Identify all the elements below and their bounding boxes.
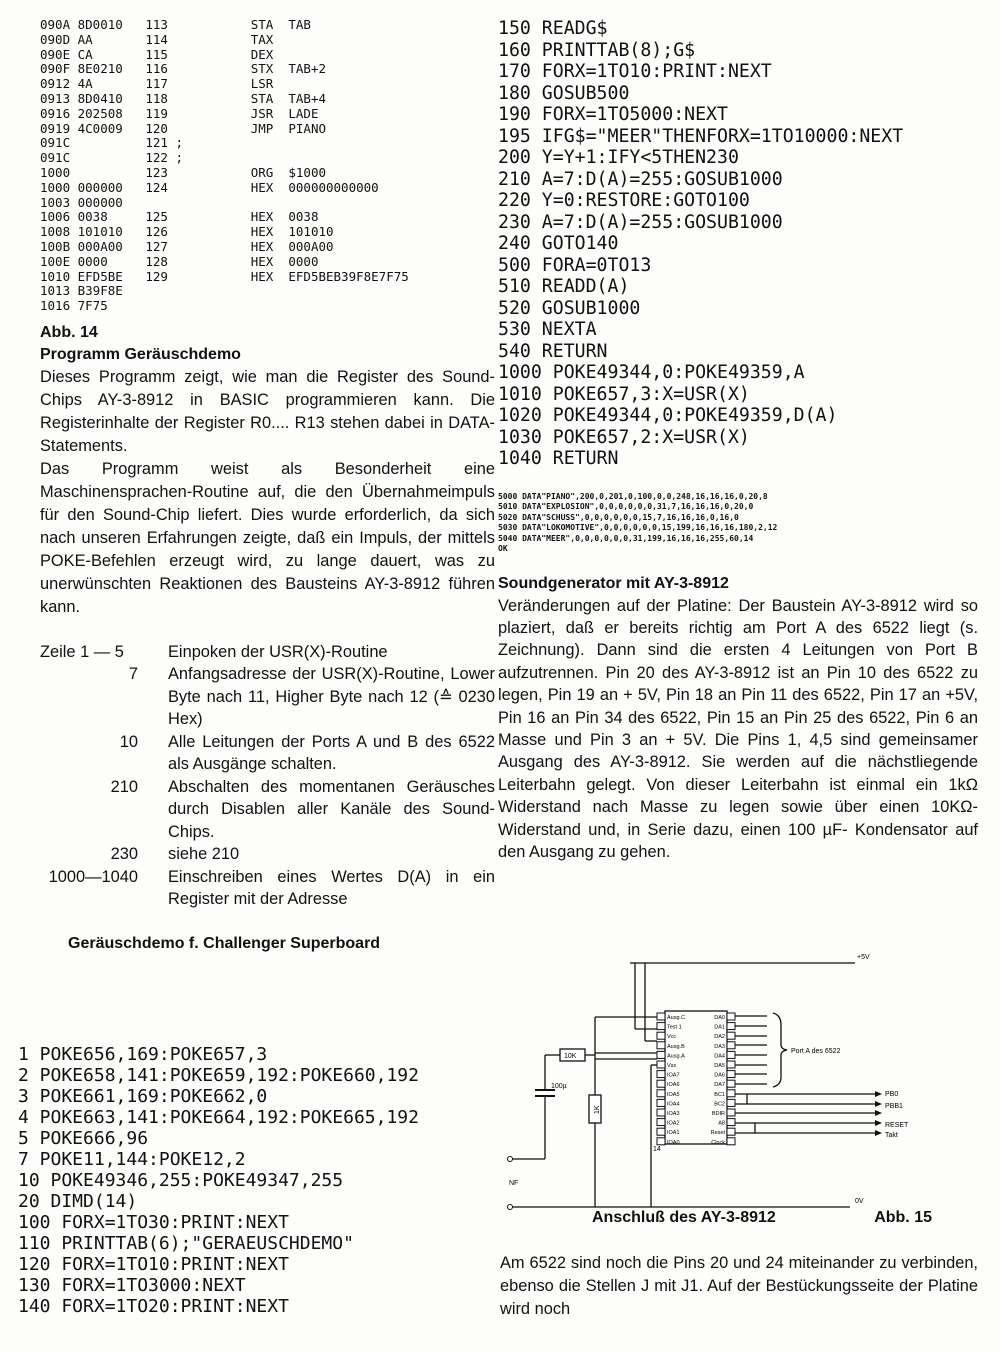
right-column (498, 18, 978, 863)
ic-pin-right (727, 1080, 735, 1087)
ic-pin-left (657, 1023, 665, 1030)
asm-operand: 000000000000 (288, 179, 379, 195)
ic-pin-left (657, 1138, 665, 1145)
ic-pin-label: IOA7 (667, 1072, 680, 1079)
ic-pin-right (727, 1099, 735, 1106)
basic-listing-left (18, 1044, 419, 1317)
asm-mnemonic: HEX (250, 224, 289, 240)
asm-mnemonic: HEX (250, 238, 289, 254)
figure-14-caption: Abb. 14 (40, 323, 98, 341)
ic-pin-label: IOA0 (667, 1139, 680, 1146)
asm-mnemonic: ORG (250, 164, 289, 180)
basic-line: 140 FORX=1TO20:PRINT:NEXT (18, 1296, 289, 1317)
asm-operand: 0000 (288, 253, 319, 269)
basic-line: 195 IFG$="MEER"THENFORX=1TO10000:NEXT (498, 125, 904, 147)
asm-mnemonic: STA (250, 90, 289, 106)
asm-line-number: 124 (145, 179, 251, 195)
ic-pin-left (657, 1109, 665, 1116)
asm-mnemonic (251, 135, 289, 150)
asm-address-code: 100B (40, 238, 71, 254)
asm-mnemonic (251, 283, 289, 298)
ic-pin-right (727, 1090, 735, 1097)
basic-line: 230 A=7:D(A)=255:GOSUB1000 (498, 211, 783, 233)
basic-line: 100 FORX=1TO30:PRINT:NEXT (18, 1212, 289, 1233)
ic-pins-right (711, 1013, 735, 1146)
line-note-key: 10 (119, 732, 138, 751)
asm-machine-code: 000000 (70, 179, 146, 195)
assembly-row (40, 166, 495, 181)
asm-machine-code: 000000 (70, 194, 146, 210)
asm-line-number: 121 ; (145, 135, 251, 151)
asm-operand: PIANO (288, 120, 327, 136)
basic-line: 510 READD(A) (498, 276, 630, 297)
ay-3-8912-schematic (505, 945, 975, 1220)
asm-mnemonic: JSR (250, 105, 289, 121)
asm-mnemonic: STA (250, 17, 289, 32)
basic-line: 170 FORX=1TO10:PRINT:NEXT (498, 61, 772, 82)
basic-line: 5 POKE666,96 (18, 1128, 149, 1149)
program-title: Programm Geräuschdemo (40, 345, 241, 363)
line-note-text: Abschalten des momentanen Geräusches durch Disablen aller Kanäle des Sound-Chips. (168, 777, 495, 841)
ic-pin-left (657, 1051, 665, 1058)
asm-address-code: 1000 (40, 164, 71, 180)
assembly-row (40, 48, 495, 63)
line-note-text: Einschreiben eines Wertes D(A) in ein Register mit der Adresse (168, 867, 495, 909)
assembly-row (40, 92, 495, 107)
asm-address-code: 090E (40, 46, 71, 62)
asm-address-code: 1000 (40, 179, 71, 195)
line-note-row (40, 843, 495, 866)
basic-line: 200 Y=Y+1:IFY<5THEN230 (498, 147, 739, 168)
asm-address-code: 091C (40, 150, 71, 166)
zero-v-label: 0V (855, 1198, 864, 1205)
asm-machine-code: CA (70, 46, 146, 62)
line-note-row (40, 641, 495, 664)
asm-mnemonic (251, 150, 289, 165)
line-notes-table (40, 641, 495, 911)
nf-label: NF (509, 1180, 519, 1187)
ic-pin-label: IOA2 (667, 1120, 680, 1127)
basic-line: 190 FORX=1TO5000:NEXT (498, 104, 728, 125)
capacitor-label: 100µ (551, 1083, 567, 1090)
line-note-text: siehe 210 (168, 845, 240, 864)
ic-pin-label: IOA1 (667, 1130, 680, 1137)
line-note-text: Anfangsadresse der USR(X)-Routine, Lower Byte nach 11, Higher Byte nach 12 (≙ 0230 Hex) (168, 665, 495, 729)
asm-line-number: 123 (145, 164, 251, 180)
ic-pin-label: DA1 (714, 1024, 725, 1031)
asm-mnemonic: HEX (250, 268, 289, 284)
ic-pin-label: DA7 (714, 1082, 725, 1089)
asm-line-number: 128 (145, 253, 251, 269)
asm-operand: $1000 (288, 164, 327, 180)
asm-line-number: 120 (145, 120, 251, 136)
asm-line-number: 115 (145, 46, 251, 62)
asm-operand: 101010 (288, 224, 334, 240)
asm-mnemonic (251, 298, 289, 313)
asm-line-number: 114 (145, 31, 251, 47)
asm-machine-code (70, 150, 145, 165)
asm-address-code: 100E (40, 253, 71, 269)
ic-pin-label: DA2 (714, 1034, 725, 1041)
assembly-row (40, 181, 495, 196)
ic-pin-label: Test 1 (667, 1024, 682, 1031)
asm-operand: TAB+4 (288, 90, 327, 106)
asm-machine-code (70, 135, 145, 150)
basic-line: 10 POKE49346,255:POKE49347,255 (18, 1170, 344, 1191)
asm-operand: LADE (288, 105, 319, 121)
asm-machine-code: 0038 (70, 209, 146, 225)
ic-pin-label: Clock (711, 1139, 725, 1146)
asm-machine-code: EFD5BE (70, 268, 146, 284)
ic-pin-label: IOA4 (667, 1101, 680, 1108)
asm-line-number: 117 (145, 76, 251, 92)
basic-line: 7 POKE11,144:POKE12,2 (18, 1149, 246, 1170)
ic-pin-label: DA3 (714, 1043, 725, 1050)
basic-line: 1030 POKE657,2:X=USR(X) (498, 426, 750, 448)
ic-pin-right (727, 1042, 735, 1049)
basic-line: 240 GOTO140 (498, 233, 619, 254)
ic-pin-left (657, 1119, 665, 1126)
basic-line: 3 POKE661,169:POKE662,0 (18, 1086, 268, 1107)
asm-machine-code: 8D0410 (70, 90, 146, 106)
asm-address-code: 1010 (40, 268, 71, 284)
asm-address-code: 0919 (40, 120, 71, 136)
assembly-row (40, 122, 495, 137)
asm-operand: TAB+2 (288, 61, 327, 77)
ic-pin-label: A8 (718, 1120, 725, 1127)
asm-machine-code: 101010 (70, 224, 146, 240)
basic-line: 160 PRINTTAB(8);G$ (498, 39, 696, 61)
line-note-text: Alle Leitungen der Ports A und B des 6522 als Ausgänge schalten. (168, 732, 495, 774)
port-a-label: Port A des 6522 (791, 1048, 841, 1055)
assembly-row (40, 107, 495, 122)
ic-pins-left (657, 1013, 685, 1146)
ic-pin-left (657, 1099, 665, 1106)
basic-line: 150 READG$ (498, 18, 608, 39)
ic-pin-left (657, 1013, 665, 1020)
assembly-row (40, 136, 495, 151)
asm-address-code: 1003 (40, 194, 71, 210)
ic-pin-label: BC2 (714, 1101, 725, 1108)
asm-machine-code: 202508 (70, 105, 146, 121)
explanation-paragraph: Das Programm weist als Besonderheit eine Maschinensprachen-Routine auf, die den Übernahmeimpuls für den Sound-Chip liefert. Dies wurde erforderlich, da sich nach unseren Erfahrungen zeigte, daß ein Impuls, der mittels POKE-Befehlen erzeugt wird, zu lange dauert, was zu unerwünschten Reaktionen des Bausteins AY-3-8912 führen kann. (40, 459, 495, 616)
basic-line: 2 POKE658,141:POKE659,192:POKE660,192 (18, 1065, 419, 1086)
ic-pin-label: DA4 (714, 1053, 725, 1060)
pbb1-label: PBB1 (885, 1103, 903, 1110)
ic-pin-label: BC1 (714, 1091, 725, 1098)
plus5v-label: +5V (857, 954, 870, 961)
basic-line: 1 POKE656,169:POKE657,3 (18, 1044, 268, 1065)
basic-line: 1000 POKE49344,0:POKE49359,A (498, 362, 805, 383)
line-note-key: 1000—1040 (48, 867, 138, 886)
ic-pin-label: Vcc (667, 1034, 677, 1041)
ic-pin-left (657, 1128, 665, 1135)
ic-pin-left (657, 1042, 665, 1049)
asm-line-number: 127 (145, 238, 251, 254)
ic-pin-label: Ausg.C (667, 1015, 686, 1021)
ic-pin-left (657, 1071, 665, 1078)
line-note-key: Zeile 1 — 5 (40, 642, 124, 661)
asm-mnemonic: HEX (250, 209, 289, 225)
asm-mnemonic: HEX (250, 179, 289, 195)
ic-pin-left (657, 1032, 665, 1039)
line-note-row (40, 663, 495, 731)
ic-pin-right (727, 1119, 735, 1126)
r1k-label: 1K (594, 1105, 601, 1114)
ic-pin-right (727, 1051, 735, 1058)
asm-line-number: 125 (145, 209, 251, 225)
ic-pin-right (727, 1023, 735, 1030)
data-statements (498, 492, 978, 555)
asm-machine-code: AA (70, 31, 146, 47)
basic-line: 1040 RETURN (498, 448, 619, 469)
line-note-row (40, 866, 495, 911)
asm-mnemonic: LSR (250, 76, 289, 92)
ic-pin-label: IOA6 (667, 1082, 680, 1089)
assembly-row (40, 18, 495, 33)
assembly-row (40, 284, 495, 299)
ic-pin-right (727, 1109, 735, 1116)
ic-pin-left (657, 1090, 665, 1097)
basic-listing-right (498, 18, 978, 470)
asm-machine-code: 0000 (70, 253, 146, 269)
asm-machine-code: 8E0210 (70, 61, 146, 77)
asm-operand: EFD5BEB39F8E7F75 (288, 268, 409, 284)
asm-line-number (145, 283, 250, 298)
asm-line-number: 113 (145, 17, 251, 32)
asm-mnemonic (251, 195, 289, 210)
assembly-listing (40, 18, 495, 314)
asm-address-code: 090F (40, 61, 71, 77)
asm-address-code: 1008 (40, 224, 71, 240)
asm-mnemonic: STX (250, 61, 289, 77)
data-line: OK (498, 544, 508, 553)
ic-pin-label: Ausg.B (667, 1043, 685, 1050)
ic-pin-label: BDIR (711, 1111, 725, 1117)
asm-machine-code (70, 165, 145, 180)
left-column (40, 18, 495, 955)
r10k-label: 10K (564, 1053, 577, 1060)
ic-pin-label: DA6 (714, 1072, 725, 1079)
asm-machine-code: B39F8E (70, 283, 146, 299)
data-line: 5000 DATA"PIANO",200,0,201,0,100,0,0,248,16,16,16,0,20,8 (498, 491, 768, 501)
basic-line: 20 DIMD(14) (18, 1191, 138, 1212)
bottom-paragraph: Am 6522 sind noch die Pins 20 und 24 miteinander zu verbinden, ebenso die Stellen J mit J1. Auf der Bestückungsseite der Platine wird noch (500, 1254, 978, 1318)
data-line: 5020 DATA"SCHUSS",0,0,0,0,0,0,15,7,16,16,16,0,16,0 (498, 512, 739, 522)
figure-15-title: Anschluß des AY-3-8912 (592, 1209, 776, 1226)
ic-pin-label: Vss (667, 1063, 677, 1069)
asm-address-code: 091C (40, 135, 71, 151)
basic-line: 1020 POKE49344,0:POKE49359,D(A) (498, 405, 838, 426)
ic-pin-label: Reset (710, 1130, 725, 1137)
asm-line-number: 118 (145, 90, 251, 106)
soundgenerator-paragraph: Veränderungen auf der Platine: Der Baustein AY-3-8912 wird so plaziert, daß er bereits richtig am Port A des 6522 liegt (s. Zeichnung). Dann sind die ersten 4 Leitungen von Port B aufzutrennen. Pin 20 des AY-3-8912 ist an Pin 10 des 6522 zu legen, Pin 19 an + 5V, Pin 18 an Pin 11 des 6522, Pin 17 an +5V, Pin 16 an Pin 34 des 6522, Pin 15 an Pin 25 des 6522, Pin 6 an Masse und Pin 3 an + 5V. Die Pins 1, 4,5 sind gemeinsamer Ausgang des AY-3-8912. Sie werden auf die nächstliegende Leiterbahn gelegt. Von dieser Leiterbahn ist einmal ein 1kΩ Widerstand nach Masse zu legen sowie über einen 10KΩ-Widerstand und, in Serie dazu, einen 100 µF- Kondensator auf den Ausgang zu gehen. (498, 596, 978, 861)
asm-line-number (145, 195, 250, 210)
asm-operand: 000A00 (288, 238, 334, 254)
ic-pin-right (727, 1032, 735, 1039)
asm-operand: 0038 (288, 209, 319, 225)
ic-pin-left (657, 1080, 665, 1087)
ic-pin-right (727, 1128, 735, 1135)
basic-line: 530 NEXTA (498, 319, 597, 340)
pin14-label: 14 (653, 1146, 661, 1153)
basic-line: 210 A=7:D(A)=255:GOSUB1000 (498, 168, 783, 190)
assembly-row (40, 210, 495, 225)
asm-address-code: 1016 (40, 298, 71, 314)
intro-paragraph: Dieses Programm zeigt, wie man die Register des Sound-Chips AY-3-8912 in BASIC programmieren kann. Die Registerinhalte der Register R0.... R13 stehen dabei in DATA-Statements. (40, 367, 495, 455)
line-note-text: Einpoken der USR(X)-Routine (168, 642, 388, 661)
challenger-title: Geräuschdemo f. Challenger Superboard (68, 934, 381, 952)
asm-address-code: 0912 (40, 76, 71, 92)
ic-pin-right (727, 1013, 735, 1020)
ic-pin-label: Ausg.A (667, 1053, 685, 1060)
basic-line: 4 POKE663,141:POKE664,192:POKE665,192 (18, 1107, 419, 1128)
asm-machine-code: 8D0010 (70, 17, 146, 32)
data-line: 5040 DATA"MEER",0,0,0,0,0,0,31,199,16,16,16,255,60,14 (498, 533, 754, 543)
asm-line-number: 119 (145, 105, 251, 121)
basic-line: 120 FORX=1TO10:PRINT:NEXT (18, 1254, 289, 1275)
asm-address-code: 090D (40, 31, 71, 47)
asm-address-code: 1006 (40, 209, 71, 225)
pb0-label: PB0 (885, 1091, 899, 1098)
basic-line: 520 GOSUB1000 (498, 297, 641, 319)
asm-line-number (145, 298, 250, 313)
line-note-key: 230 (110, 845, 138, 864)
asm-line-number: 116 (145, 61, 251, 77)
ic-pin-label: IOA5 (667, 1091, 680, 1098)
asm-address-code: 0913 (40, 90, 71, 106)
basic-line: 110 PRINTTAB(6);"GERAEUSCHDEMO" (18, 1233, 354, 1254)
data-line: 5010 DATA"EXPLOSION",0,0,0,0,0,0,31,7,16,16,16,0,20,0 (498, 502, 754, 511)
basic-line: 500 FORA=0TO13 (498, 254, 652, 276)
line-note-key: 210 (110, 777, 138, 796)
data-line: 5030 DATA"LOKOMOTIVE",0,0,0,0,0,0,15,199,16,16,16,180,2,12 (498, 523, 778, 532)
asm-machine-code: 4C0009 (70, 120, 146, 136)
line-note-key: 7 (128, 665, 138, 684)
ic-pin-label: DA0 (714, 1015, 725, 1021)
figure-15-number: Abb. 15 (874, 1209, 932, 1226)
assembly-row (40, 151, 495, 166)
asm-address-code: 0916 (40, 105, 71, 121)
basic-line: 1010 POKE657,3:X=USR(X) (498, 383, 750, 405)
ic-pin-left (657, 1061, 665, 1068)
assembly-row (40, 255, 495, 270)
asm-operand: TAB (288, 17, 311, 32)
assembly-row (40, 33, 495, 48)
assembly-row (40, 77, 495, 92)
reset-label: RESET (885, 1122, 909, 1129)
assembly-row (40, 240, 495, 255)
assembly-row (40, 270, 495, 285)
basic-line: 220 Y=0:RESTORE:GOTO100 (498, 190, 750, 211)
line-note-row (40, 731, 495, 776)
assembly-row (40, 225, 495, 240)
asm-address-code: 090A (40, 17, 71, 32)
basic-line: 130 FORX=1TO3000:NEXT (18, 1275, 246, 1296)
asm-mnemonic: DEX (250, 46, 289, 62)
line-note-row (40, 776, 495, 844)
bottom-paragraph-block (500, 1252, 978, 1321)
basic-line: 540 RETURN (498, 340, 608, 362)
asm-mnemonic: JMP (250, 120, 289, 136)
basic-line: 180 GOSUB500 (498, 82, 630, 104)
asm-machine-code: 7F75 (70, 298, 146, 314)
asm-machine-code: 000A00 (70, 238, 146, 254)
asm-mnemonic: HEX (250, 253, 289, 269)
assembly-row (40, 299, 495, 314)
ic-pin-label: IOA3 (667, 1111, 680, 1117)
asm-machine-code: 4A (70, 76, 146, 92)
ic-pin-right (727, 1071, 735, 1078)
ic-pin-right (727, 1138, 735, 1145)
asm-mnemonic: TAX (250, 31, 289, 47)
asm-address-code: 1013 (40, 283, 71, 299)
asm-line-number: 122 ; (145, 150, 251, 166)
takt-label: Takt (885, 1132, 898, 1139)
assembly-row (40, 196, 495, 211)
asm-line-number: 126 (145, 224, 251, 240)
ic-pin-right (727, 1061, 735, 1068)
figure-15-caption (592, 1209, 932, 1227)
soundgenerator-title: Soundgenerator mit AY-3-8912 (498, 574, 729, 592)
ic-pin-label: DA5 (714, 1063, 725, 1069)
asm-line-number: 129 (145, 268, 251, 284)
assembly-row (40, 62, 495, 77)
